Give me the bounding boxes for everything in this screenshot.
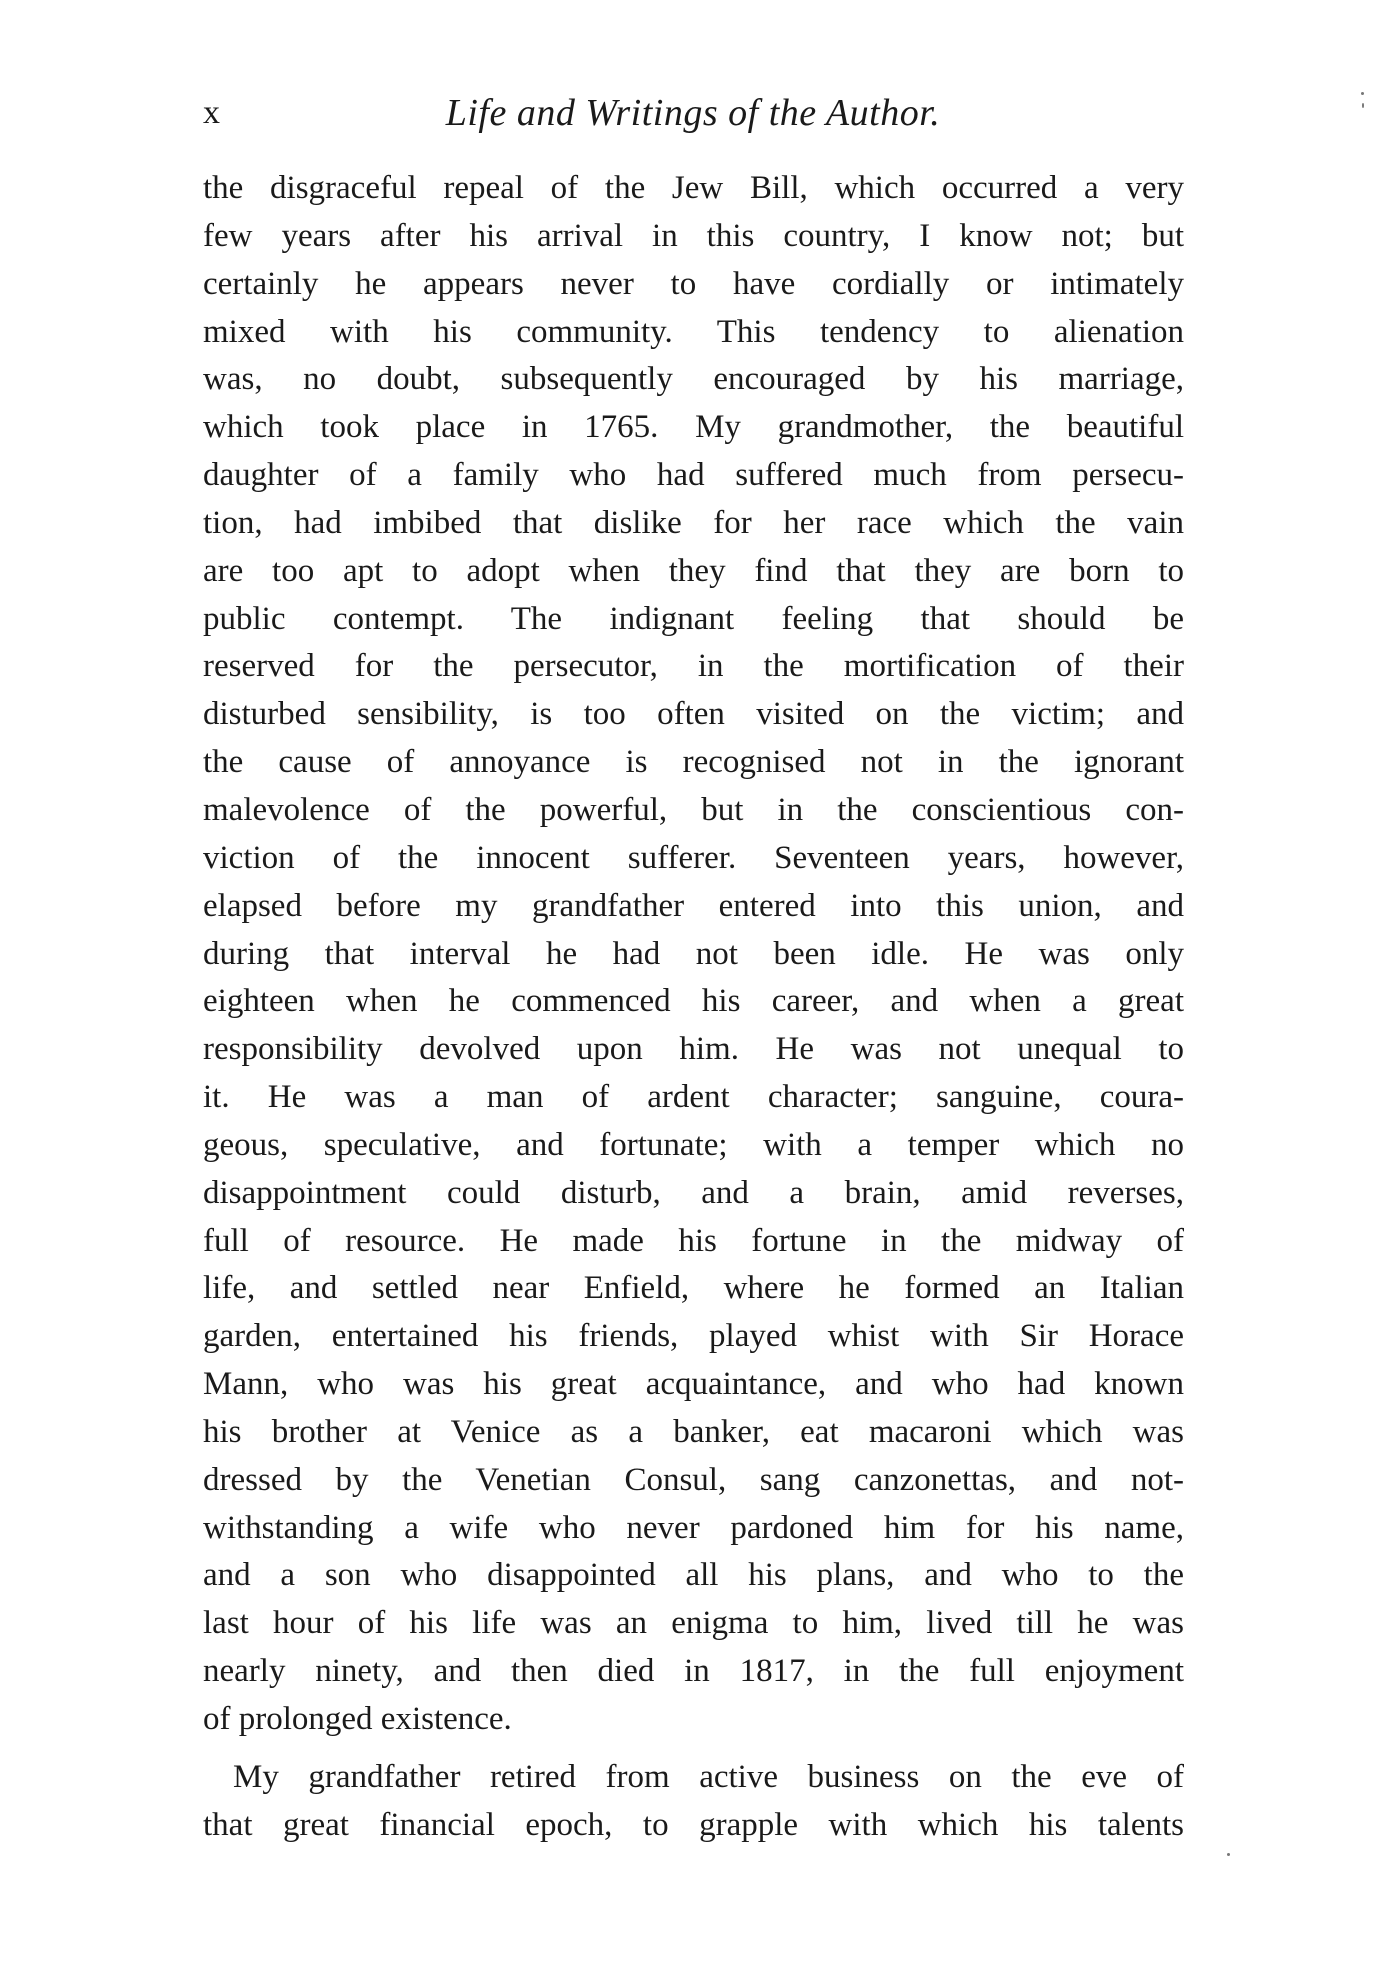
- text-line: geous, speculative, and fortunate; with a temper which no: [203, 1126, 1184, 1163]
- text-line: dressed by the Venetian Consul, sang canzonettas, and not-: [203, 1461, 1184, 1498]
- text-line: that great financial epoch, to grapple with which his talents: [203, 1806, 1184, 1843]
- text-line: reserved for the persecutor, in the mortification of their: [203, 648, 1184, 685]
- text-line: withstanding a wife who never pardoned him for his name,: [203, 1509, 1184, 1546]
- text-line: of prolonged existence.: [203, 1701, 512, 1737]
- text-line: the cause of annoyance is recognised not in the ignorant: [203, 744, 1184, 781]
- body-text: [203, 165, 1184, 1850]
- text-line: the disgraceful repeal of the Jew Bill, which occurred a very: [203, 170, 1184, 206]
- scan-speck: [1361, 92, 1364, 95]
- text-line: responsibility devolved upon him. He was not unequal to: [203, 1031, 1184, 1068]
- scan-speck: [1362, 103, 1364, 108]
- text-line: malevolence of the powerful, but in the conscientious con-: [203, 791, 1184, 828]
- text-line: My grandfather retired from active business on the eve of: [233, 1758, 1184, 1795]
- text-line: it. He was a man of ardent character; sanguine, coura-: [203, 1079, 1184, 1116]
- text-line: eighteen when he commenced his career, and when a great: [203, 983, 1184, 1020]
- text-line: was, no doubt, subsequently encouraged by his marriage,: [203, 361, 1184, 398]
- scan-speck: [1227, 1853, 1230, 1856]
- running-title: Life and Writings of the Author.: [445, 92, 941, 134]
- text-line: public contempt. The indignant feeling that should be: [203, 600, 1184, 637]
- page-number: x: [203, 94, 220, 131]
- text-line: disturbed sensibility, is too often visited on the victim; and: [203, 696, 1184, 733]
- text-line: during that interval he had not been idle. He was only: [203, 935, 1184, 972]
- text-line: life, and settled near Enfield, where he formed an Italian: [203, 1270, 1184, 1307]
- text-line: his brother at Venice as a banker, eat macaroni which was: [203, 1413, 1184, 1450]
- paragraph-1: [203, 165, 1184, 1744]
- text-line: mixed with his community. This tendency to alienation: [203, 313, 1184, 350]
- text-line: viction of the innocent sufferer. Seventeen years, however,: [203, 839, 1184, 876]
- paragraph-gap: [203, 1744, 1184, 1754]
- text-line: daughter of a family who had suffered much from persecu-: [203, 457, 1184, 494]
- text-line: which took place in 1765. My grandmother, the beautiful: [203, 409, 1184, 446]
- text-line: last hour of his life was an enigma to him, lived till he was: [203, 1605, 1184, 1642]
- text-line: nearly ninety, and then died in 1817, in the full enjoyment: [203, 1653, 1184, 1690]
- text-line: are too apt to adopt when they find that they are born to: [203, 552, 1184, 589]
- paragraph-2: [203, 1754, 1184, 1850]
- text-line: elapsed before my grandfather entered into this union, and: [203, 887, 1184, 924]
- text-line: and a son who disappointed all his plans, and who to the: [203, 1557, 1184, 1594]
- text-line: certainly he appears never to have cordially or intimately: [203, 265, 1184, 302]
- text-line: few years after his arrival in this country, I know not; but: [203, 217, 1184, 254]
- text-line: full of resource. He made his fortune in the midway of: [203, 1222, 1184, 1259]
- text-line: Mann, who was his great acquaintance, and who had known: [203, 1366, 1184, 1403]
- text-line: tion, had imbibed that dislike for her race which the vain: [203, 504, 1184, 541]
- running-header: [203, 88, 1183, 138]
- text-line: disappointment could disturb, and a brain, amid reverses,: [203, 1174, 1184, 1211]
- text-line: garden, entertained his friends, played whist with Sir Horace: [203, 1318, 1184, 1355]
